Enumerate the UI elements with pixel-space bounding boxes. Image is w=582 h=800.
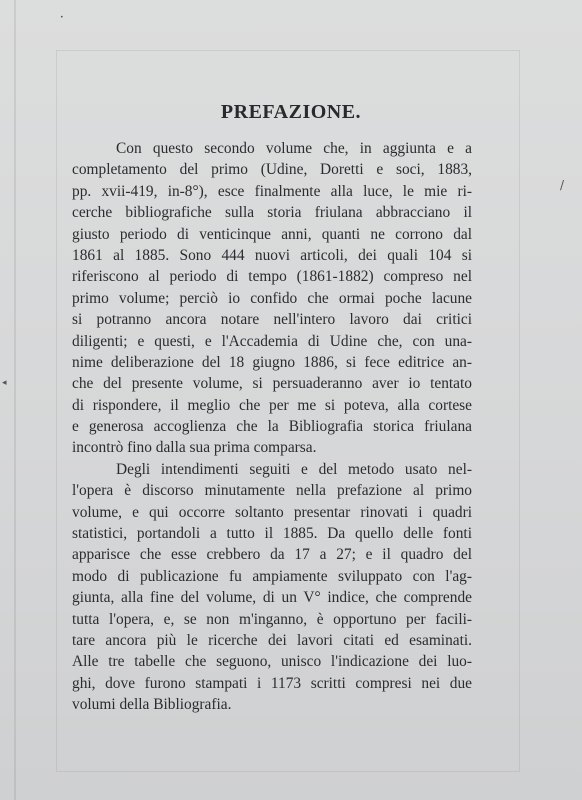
page-title: PREFAZIONE. xyxy=(220,101,362,124)
text-line: che del presente volume, si persuaderanno aver io tentato xyxy=(72,375,472,393)
margin-mark: ◂ xyxy=(2,378,7,388)
text-line: pp. xvii-419, in-8°), esce finalmente alla luce, le mie ri- xyxy=(72,182,472,200)
text-line: ghi, dove furono stampati i 1173 scritti compresi nei due xyxy=(72,674,472,692)
margin-tick: / xyxy=(560,178,565,192)
speck-mark: • xyxy=(60,14,64,21)
text-line: giunta, alla fine del volume, di un V° indice, che comprende xyxy=(72,589,472,607)
text-line: Alle tre tabelle che seguono, unisco l'indicazione dei luo- xyxy=(72,653,472,671)
paragraph-2 xyxy=(72,459,472,716)
text-line: Con questo secondo volume che, in aggiunta e a xyxy=(116,140,472,157)
text-line: nime deliberazione del 18 giugno 1886, si fece editrice an- xyxy=(72,353,472,371)
text-line: e generosa accoglienza che la Bibliografia storica friulana xyxy=(72,418,472,436)
text-line: modo di publicazione fu ampiamente sviluppato con l'ag- xyxy=(72,567,472,585)
text-line: giusto periodo di venticinque anni, quanti ne corrono dal xyxy=(72,225,472,243)
text-line: tutta l'opera, e, se non m'inganno, è opportuno per facili- xyxy=(72,610,472,628)
text-line: 1861 al 1885. Sono 444 nuovi articoli, dei quali 104 si xyxy=(72,246,472,264)
text-line: di rispondere, il meglio che per me si poteva, alla cortese xyxy=(72,396,472,414)
text-line: completamento del primo (Udine, Doretti e soci, 1883, xyxy=(72,161,472,179)
text-line: volumi della Bibliografia. xyxy=(72,696,232,714)
text-line: tare ancora più le ricerche dei lavori citati ed esaminati. xyxy=(72,631,472,649)
text-line: riferiscono al periodo di tempo (1861-1882) compreso nel xyxy=(72,268,472,286)
text-line: incontrò fino dalla sua prima comparsa. xyxy=(72,439,317,457)
paragraph-1 xyxy=(72,138,472,459)
text-line: primo volume; perciò io confido che ormai poche lacune xyxy=(72,289,472,307)
body-text xyxy=(72,138,472,716)
text-line: diligenti; e questi, e l'Accademia di Udine che, con una- xyxy=(72,332,472,350)
text-line: apparisce che esse crebbero da 17 a 27; e il quadro del xyxy=(72,546,472,564)
text-line: l'opera è discorso minutamente nella prefazione al primo xyxy=(72,482,472,500)
text-line: volume, e qui occorre soltanto presentar rinovati i quadri xyxy=(72,503,472,521)
text-line: Degli intendimenti seguiti e del metodo usato nel- xyxy=(116,460,472,478)
text-line: statistici, portandoli a tutto il 1885. Da quello delle fonti xyxy=(72,525,472,543)
text-line: cerche bibliografiche sulla storia friulana abbracciano il xyxy=(72,204,472,222)
text-line: si potranno ancora notare nell'intero lavoro dai critici xyxy=(72,311,472,329)
